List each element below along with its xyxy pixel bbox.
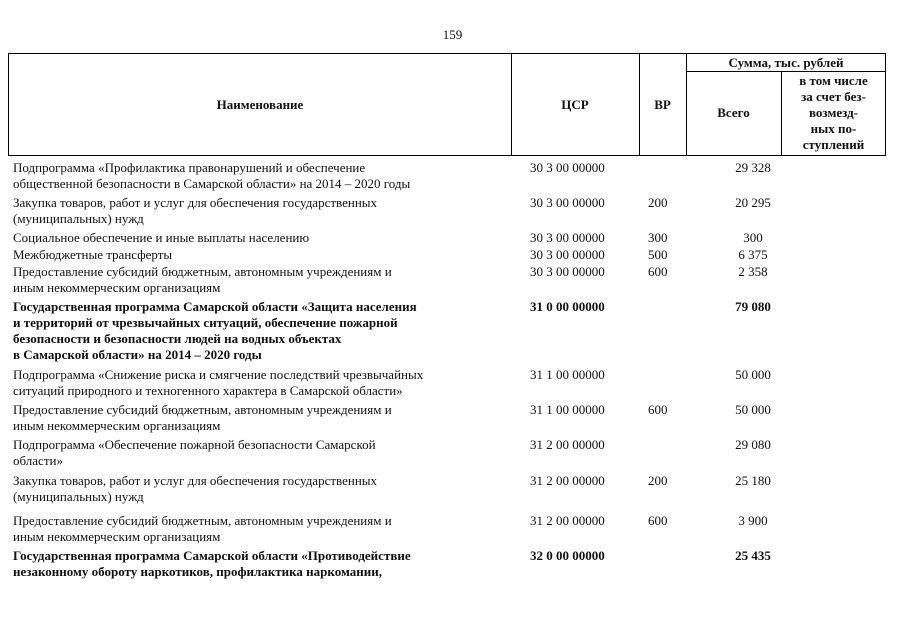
row-name bbox=[13, 437, 513, 469]
row-name-line: иным некоммерческим организациям bbox=[13, 280, 221, 295]
row-name bbox=[13, 195, 513, 227]
header-subsidy-line: возмезд- bbox=[809, 105, 858, 120]
row-name-line: области» bbox=[13, 453, 63, 468]
row-name-line: ситуаций природного и техногенного характера в Самарской области» bbox=[13, 383, 403, 398]
row-name-line: Государственная программа Самарской области «Защита населения bbox=[13, 299, 417, 314]
header-subsidy-line: в том числе bbox=[799, 73, 868, 88]
row-name-line: Предоставление субсидий бюджетным, автономным учреждениям и bbox=[13, 402, 392, 417]
header-csr: ЦСР bbox=[561, 96, 589, 112]
row-name-line: общественной безопасности в Самарской области» на 2014 – 2020 годы bbox=[13, 176, 411, 191]
row-csr: 30 3 00 00000 bbox=[530, 160, 605, 175]
row-total: 6 375 bbox=[738, 247, 768, 262]
row-total: 25 435 bbox=[735, 548, 771, 563]
header-total: Всего bbox=[717, 105, 750, 120]
row-total: 29 080 bbox=[735, 437, 771, 452]
row-total: 3 900 bbox=[738, 513, 768, 528]
row-vr: 600 bbox=[648, 402, 668, 417]
row-csr: 30 3 00 00000 bbox=[530, 264, 605, 279]
row-name-line: и территорий от чрезвычайных ситуаций, обеспечение пожарной bbox=[13, 315, 398, 330]
row-name-line: в Самарской области» на 2014 – 2020 годы bbox=[13, 347, 262, 362]
row-vr: 500 bbox=[648, 247, 668, 262]
row-csr: 31 0 00 00000 bbox=[530, 299, 605, 314]
row-name-line: (муниципальных) нужд bbox=[13, 211, 144, 226]
row-name-line: Государственная программа Самарской области «Противодействие bbox=[13, 548, 411, 563]
row-vr: 600 bbox=[648, 513, 668, 528]
row-csr: 31 2 00 00000 bbox=[530, 473, 605, 488]
row-name bbox=[13, 299, 513, 363]
table-header bbox=[8, 53, 886, 156]
row-total: 29 328 bbox=[735, 160, 771, 175]
row-name bbox=[13, 548, 513, 580]
row-name bbox=[13, 402, 513, 434]
row-name-line: иным некоммерческим организациям bbox=[13, 529, 221, 544]
row-name-line: безопасности и безопасности людей на водных объектах bbox=[13, 331, 342, 346]
row-csr: 31 1 00 00000 bbox=[530, 402, 605, 417]
row-name-line: Закупка товаров, работ и услуг для обеспечения государственных bbox=[13, 195, 378, 210]
row-name-line: Предоставление субсидий бюджетным, автономным учреждениям и bbox=[13, 264, 392, 279]
row-name-line: Подпрограмма «Профилактика правонарушений и обеспечение bbox=[13, 160, 366, 175]
row-name bbox=[13, 230, 513, 246]
row-name bbox=[13, 513, 513, 545]
header-subsidy bbox=[781, 71, 886, 155]
row-vr: 200 bbox=[648, 473, 668, 488]
header-subsidy-line: за счет без- bbox=[801, 89, 866, 104]
header-sum-title: Сумма, тыс. рублей bbox=[728, 54, 844, 70]
row-csr: 31 2 00 00000 bbox=[530, 437, 605, 452]
row-vr: 600 bbox=[648, 264, 668, 279]
header-subsidy-line: ступлений bbox=[802, 137, 865, 152]
row-name-line: Подпрограмма «Снижение риска и смягчение последствий чрезвычайных bbox=[13, 367, 424, 382]
row-name-line: Социальное обеспечение и иные выплаты населению bbox=[13, 230, 310, 245]
row-vr: 300 bbox=[648, 230, 668, 245]
row-csr: 31 2 00 00000 bbox=[530, 513, 605, 528]
row-total: 2 358 bbox=[738, 264, 768, 279]
row-total: 50 000 bbox=[735, 367, 771, 382]
header-vr: ВР bbox=[654, 96, 671, 112]
row-total: 20 295 bbox=[735, 195, 771, 210]
row-name-line: незаконному обороту наркотиков, профилактика наркомании, bbox=[13, 564, 382, 579]
row-total: 25 180 bbox=[735, 473, 771, 488]
row-name bbox=[13, 473, 513, 505]
header-subsidy-line: ных по- bbox=[810, 121, 857, 136]
row-total: 300 bbox=[743, 230, 763, 245]
row-total: 79 080 bbox=[735, 299, 771, 314]
header-name: Наименование bbox=[216, 96, 304, 112]
row-vr: 200 bbox=[648, 195, 668, 210]
row-csr: 30 3 00 00000 bbox=[530, 230, 605, 245]
row-name-line: иным некоммерческим организациям bbox=[13, 418, 221, 433]
row-name-line: Межбюджетные трансферты bbox=[13, 247, 173, 262]
page-number: 159 bbox=[442, 27, 463, 42]
row-name bbox=[13, 367, 513, 399]
row-name-line: Подпрограмма «Обеспечение пожарной безопасности Самарской bbox=[13, 437, 376, 452]
row-name-line: Предоставление субсидий бюджетным, автономным учреждениям и bbox=[13, 513, 392, 528]
row-csr: 30 3 00 00000 bbox=[530, 247, 605, 262]
row-csr: 32 0 00 00000 bbox=[530, 548, 605, 563]
row-name bbox=[13, 264, 513, 296]
row-csr: 30 3 00 00000 bbox=[530, 195, 605, 210]
row-total: 50 000 bbox=[735, 402, 771, 417]
row-name-line: Закупка товаров, работ и услуг для обеспечения государственных bbox=[13, 473, 378, 488]
row-name-line: (муниципальных) нужд bbox=[13, 489, 144, 504]
row-name bbox=[13, 160, 513, 192]
row-name bbox=[13, 247, 513, 263]
row-csr: 31 1 00 00000 bbox=[530, 367, 605, 382]
